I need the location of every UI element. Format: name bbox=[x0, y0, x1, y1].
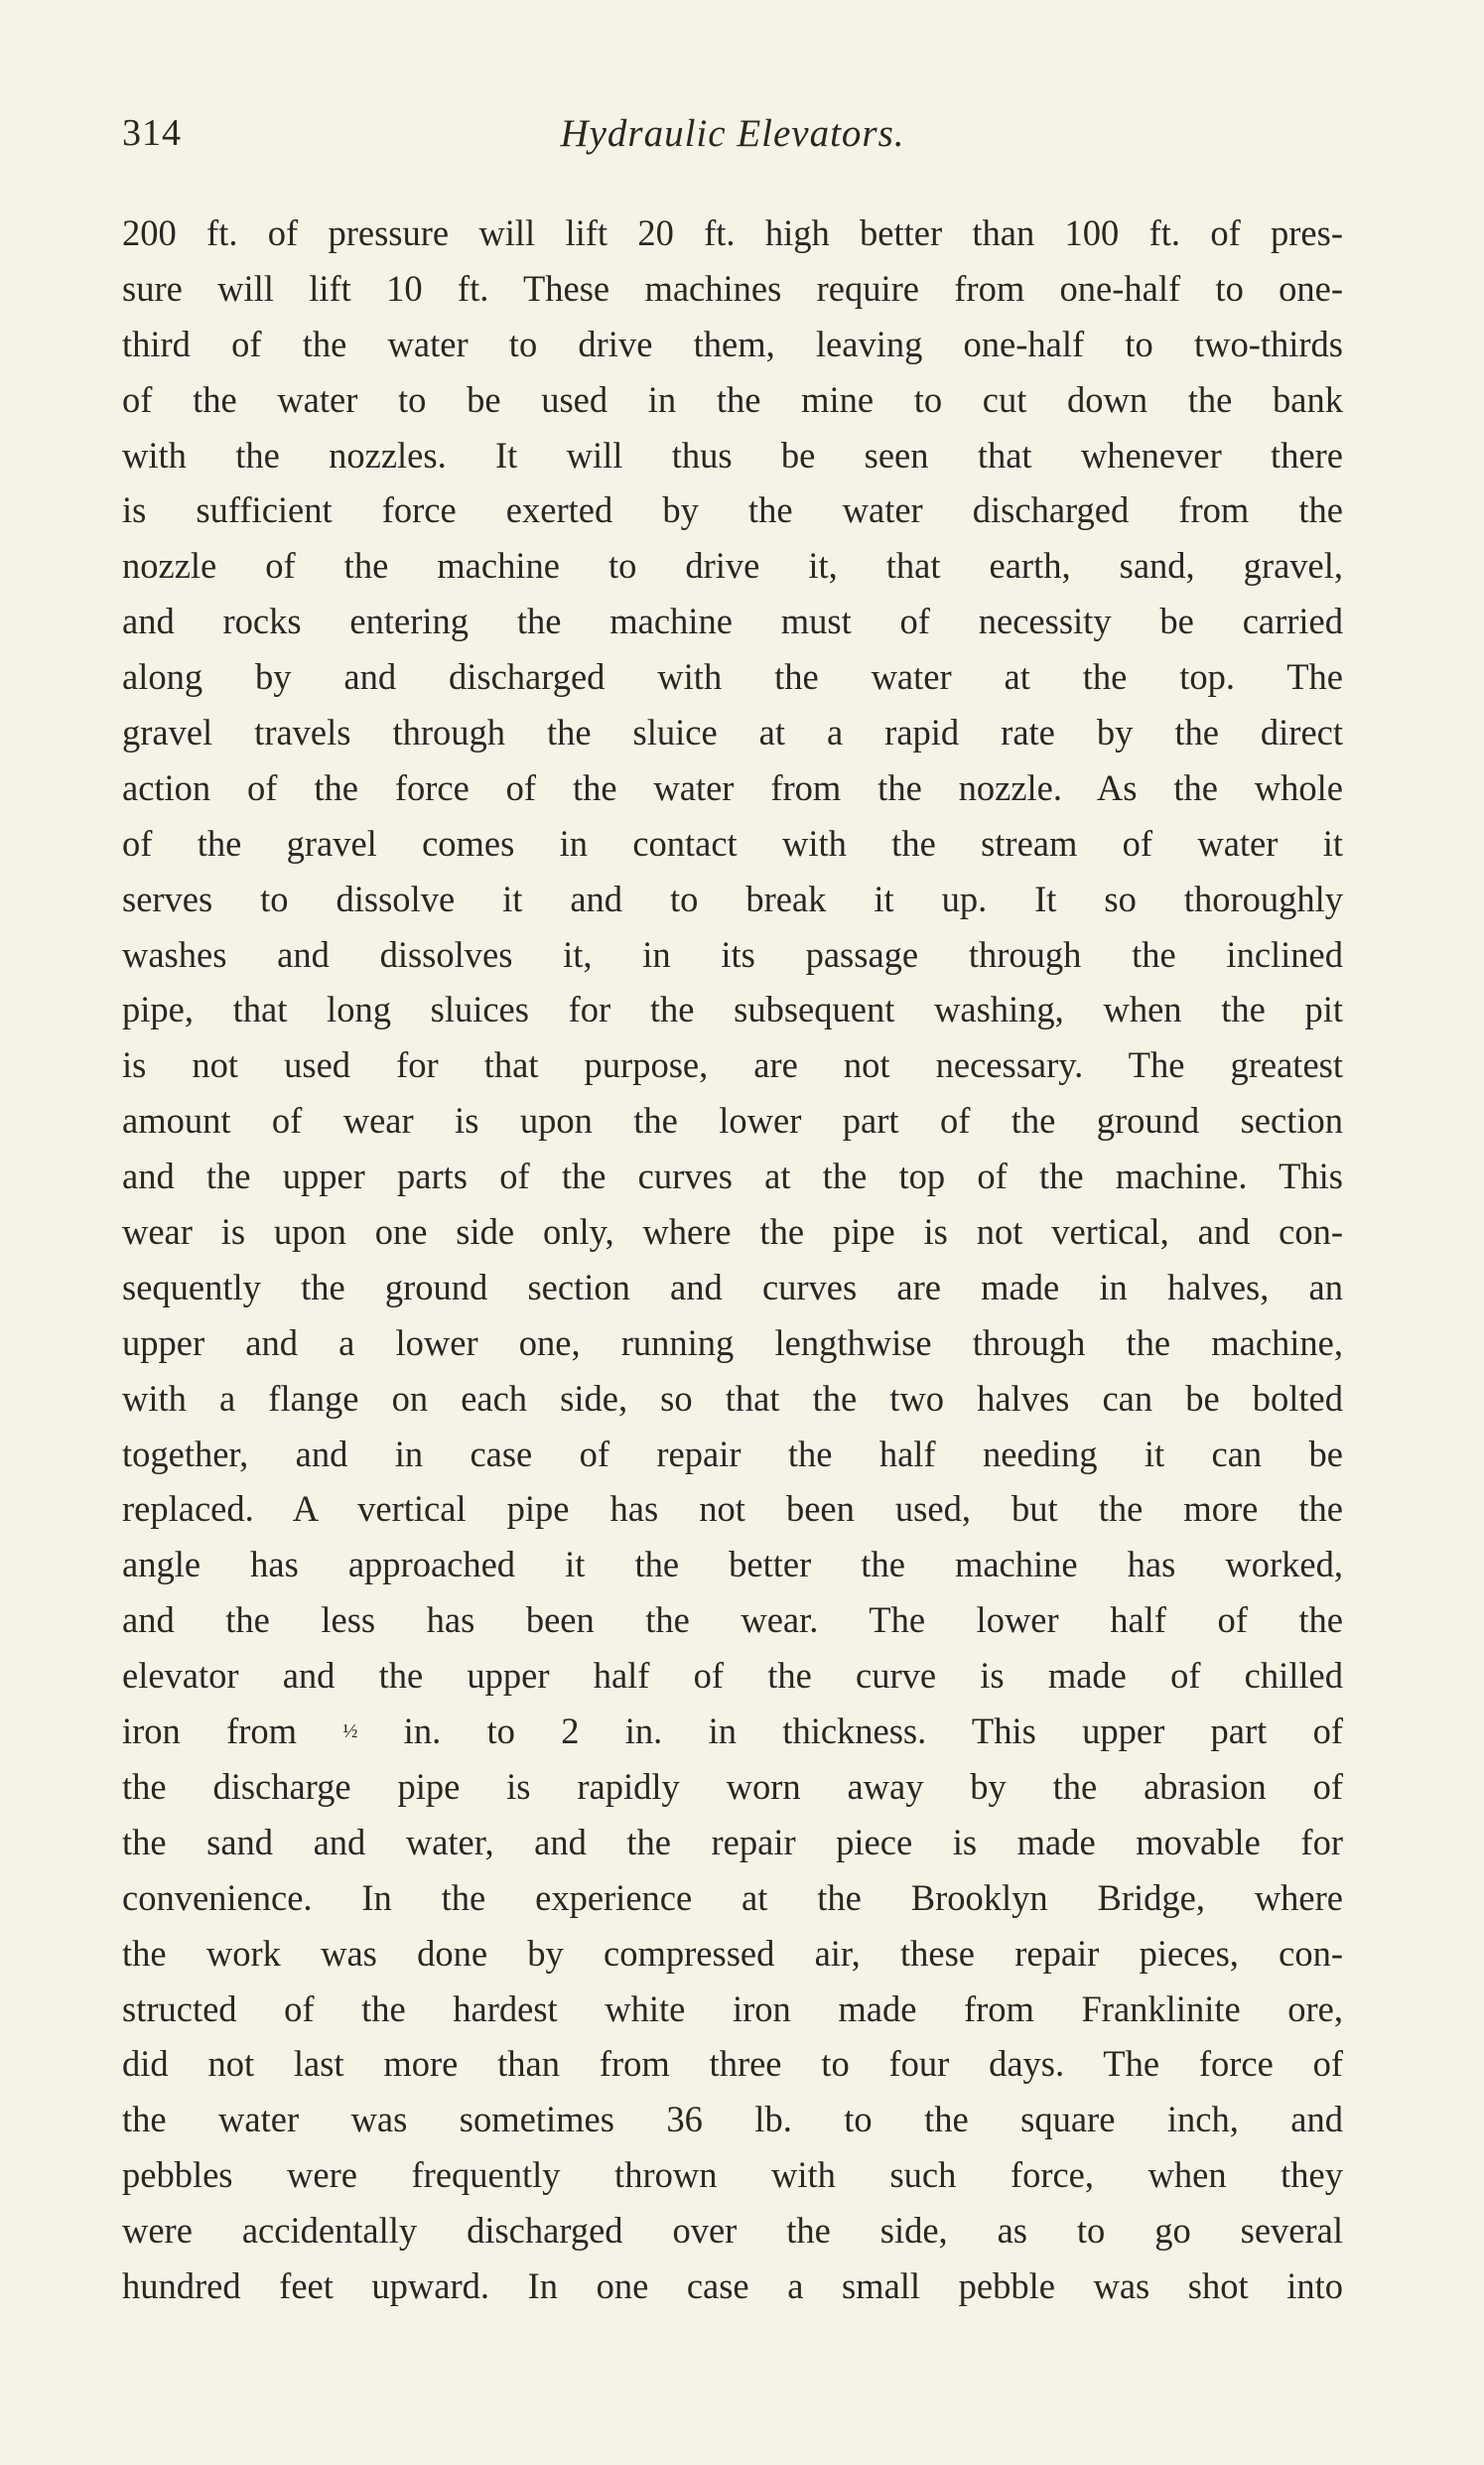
text-line: washes and dissolves it, in its passage through the inclined bbox=[122, 933, 1343, 975]
text-line: serves to dissolve it and to break it up. It so thoroughly bbox=[122, 878, 1343, 919]
text-line: the discharge pipe is rapidly worn away by the abrasion of bbox=[122, 1765, 1343, 1807]
text-line: is not used for that purpose, are not necessary. The greatest bbox=[122, 1044, 1343, 1086]
text-line: of the water to be used in the mine to cut down the bank bbox=[122, 378, 1343, 420]
text-line: with the nozzles. It will thus be seen that whenever there bbox=[122, 434, 1343, 476]
text-line: of the gravel comes in contact with the stream of water it bbox=[122, 822, 1343, 864]
text-line: with a flange on each side, so that the two halves can be bolted bbox=[122, 1377, 1343, 1419]
text-line: sequently the ground section and curves are made in halves, an bbox=[122, 1266, 1343, 1307]
text-line: gravel travels through the sluice at a rapid rate by the direct bbox=[122, 712, 1343, 753]
text-line: were accidentally discharged over the side, as to go several bbox=[122, 2210, 1343, 2252]
running-title: Hydraulic Elevators. bbox=[560, 112, 905, 155]
text-line: sure will lift 10 ft. These machines require from one-half to one- bbox=[122, 267, 1343, 309]
text-line: action of the force of the water from the nozzle. As the whole bbox=[122, 766, 1343, 808]
text-line: angle has approached it the better the machine has worked, bbox=[122, 1544, 1343, 1585]
text-line: is sufficient force exerted by the water discharged from the bbox=[122, 489, 1343, 531]
text-line: structed of the hardest white iron made from Franklinite ore, bbox=[122, 1987, 1343, 2029]
text-line: along by and discharged with the water at the top. The bbox=[122, 656, 1343, 698]
text-line: the work was done by compressed air, these repair pieces, con- bbox=[122, 1932, 1343, 1974]
fraction-half: ½ bbox=[342, 1720, 358, 1743]
text-line: convenience. In the experience at the Brooklyn Bridge, where bbox=[122, 1876, 1343, 1918]
text-line: and rocks entering the machine must of necessity be carried bbox=[122, 601, 1343, 642]
text-line: replaced. A vertical pipe has not been used, but the more the bbox=[122, 1488, 1343, 1530]
text-line: amount of wear is upon the lower part of the ground section bbox=[122, 1100, 1343, 1142]
running-head bbox=[122, 111, 1343, 171]
text-line: the sand and water, and the repair piece is made movable for bbox=[122, 1821, 1343, 1862]
text-line: upper and a lower one, running lengthwise through the machine, bbox=[122, 1321, 1343, 1363]
text-line: 200 ft. of pressure will lift 20 ft. high better than 100 ft. of pres- bbox=[122, 212, 1343, 253]
text-line: pebbles were frequently thrown with such force, when they bbox=[122, 2154, 1343, 2196]
fraction-line-after: in. to 2 in. in thickness. This upper part of bbox=[357, 1711, 1343, 1752]
text-line-with-fraction bbox=[122, 1704, 1343, 1759]
text-line: and the upper parts of the curves at the top of the machine. This bbox=[122, 1156, 1343, 1197]
text-line: the water was sometimes 36 lb. to the square inch, and bbox=[122, 2099, 1343, 2140]
page-number: 314 bbox=[122, 112, 182, 154]
text-line: nozzle of the machine to drive it, that earth, sand, gravel, bbox=[122, 545, 1343, 587]
text-line: did not last more than from three to four days. The force of bbox=[122, 2043, 1343, 2085]
text-line: third of the water to drive them, leaving one-half to two-thirds bbox=[122, 323, 1343, 364]
text-line: elevator and the upper half of the curve is made of chilled bbox=[122, 1655, 1343, 1697]
body-text bbox=[122, 205, 1343, 2314]
text-line: together, and in case of repair the half needing it can be bbox=[122, 1433, 1343, 1474]
text-line: wear is upon one side only, where the pipe is not vertical, and con- bbox=[122, 1211, 1343, 1253]
text-line: and the less has been the wear. The lower half of the bbox=[122, 1599, 1343, 1641]
text-line: pipe, that long sluices for the subsequent washing, when the pit bbox=[122, 989, 1343, 1030]
text-line: hundred feet upward. In one case a small pebble was shot into bbox=[122, 2264, 1343, 2306]
fraction-line-before: iron from bbox=[122, 1711, 343, 1752]
